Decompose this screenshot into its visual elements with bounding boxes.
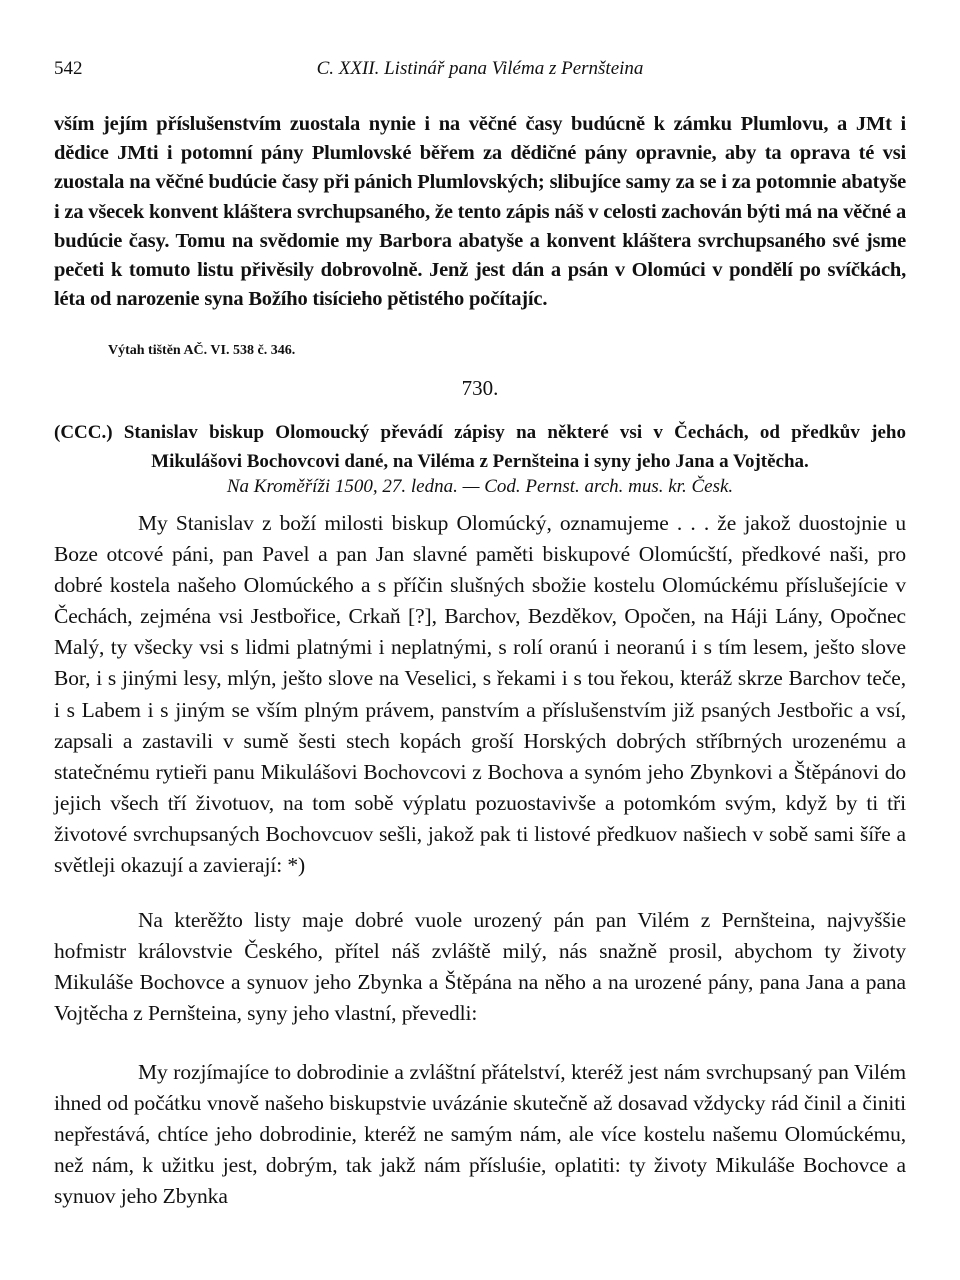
paragraph-text: Na kterěžto listy maje dobré vuole urozený pán pan Vilém z Pernšteina, najvyššie hofmistr královstvie Českého, přítel náš zvláště milý, nás snažně prosil, abychom ty životy Mikuláše Bochovce a synuov jeho Zbynka a Štěpána na něho a na urozené pány, pana Jana a pana Vojtěcha z Pernšteina, syny jeho vlastní, převedli: xyxy=(54,908,906,1026)
running-head-title: C. XXII. Listinář pana Viléma z Pernšteina xyxy=(316,58,644,79)
page-number: 542 xyxy=(54,58,83,79)
paragraph-text: My Stanislav z boží milosti biskup Olomúcký, oznamujeme . . . že jakož duostojnie u Boze otcové páni, pan Pavel a pan Jan slavné paměti biskupové Olomúcští, předkové naši, pro dobré kostela našeho Olomúckého a s příčin slušných sbožie kostelu Olomúckému příslušejície v Čechách, zejména vsi Jestbořice, Crkaň [?], Barchov, Bezděkov, Opočen, na Háji Lány, Opočnec Malý, ty všecky vsi s lidmi platnými i neplatnými, s rolí oranú i neoranú i s tím lesem, ješto slove Bor, i s jinými lesy, mlýn, ješto slove na Veselici, s řekami i s tou řekou, kteráž skrze Barchov teče, i s Labem i s jiným se vším plným právem, panstvím a příslušenstvím již psaných Jestbořic a vsí, zapsali a zastavili v sumě šesti stech kopách groší Horských dobrých stříbrných urozenému a statečnému rytieři panu Mikulášovi Bochovcovi z Bochova a synóm jeho Zbynkovi a Štěpánovi do jejich všech tří životuov, na tom sobě výplatu pozuostavivše a potomkóm svým, když by ti tři životové svrchupsaných Bochovcuov sešli, jakož pak ti listové předkuov našiech v sobě sami šíře a světleji okazují a zavierají: *) xyxy=(54,511,906,878)
body-paragraph-1 xyxy=(54,508,906,881)
source-note: Výtah tištěn AČ. VI. 538 č. 346. xyxy=(108,343,296,358)
document-regest: (CCC.) Stanislav biskup Olomoucký převádí zápisy na některé vsi v Čechách, od předkův jeho Mikulášovi Bochovcovi dané, na Viléma z Pernšteina i syny jeho Jana a Vojtěcha. xyxy=(54,422,906,472)
body-paragraph-3 xyxy=(54,1057,906,1212)
paragraph-text: My rozjímajíce to dobrodinie a zvláštní přátelství, kteréž jest nám svrchupsaný pan Vilém ihned od počátku vnově našeho biskupstvie uvázánie skutečně až dosavad vždycky rád činil a činiti nepřestává, chtíce jeho dobrodinie, kteréž ne samým nám, ale více kostelu našemu Olomúckému, než nám, k užitku jest, dobrým, tak jakž nám přísluśie, oplatiti: ty životy Mikuláše Bochovce a synuov jeho Zbynka xyxy=(54,1060,906,1209)
continuation-text: vším jejím příslušenstvím zuostala nynie i na věčné časy budúcně k zámku Plumlovu, a JMt i dědice JMti i potomní pány Plumlovské běřem za dědičné pány opravnie, aby ta oprava té vsi zuostala na věčné budúcie časy při pánich Plumlovských; slibujíce samy za se i za potomnie abatyše i za všecek konvent kláštera svrchupsaného, že tento zápis náš v celosti zachován býti má na věčné a budúcie časy. Tomu na svědomie my Barbora abatyše a konvent kláštera svrchupsaného své jsme pečeti k tomuto listu přivěsily dobrovolně. Jenž jest dán a psán v Olomúci v pondělí po svíčkách, léta od narozenie syna Božího tisícieho pětistého počítajíc. xyxy=(54,113,906,311)
continuation-paragraph xyxy=(54,110,906,314)
body-paragraph-2 xyxy=(54,905,906,1029)
document-number: 730. xyxy=(461,376,499,400)
place-date-line: Na Kroměříži 1500, 27. ledna. — Cod. Pernst. arch. mus. kr. Česk. xyxy=(226,476,734,497)
running-head xyxy=(54,58,906,88)
